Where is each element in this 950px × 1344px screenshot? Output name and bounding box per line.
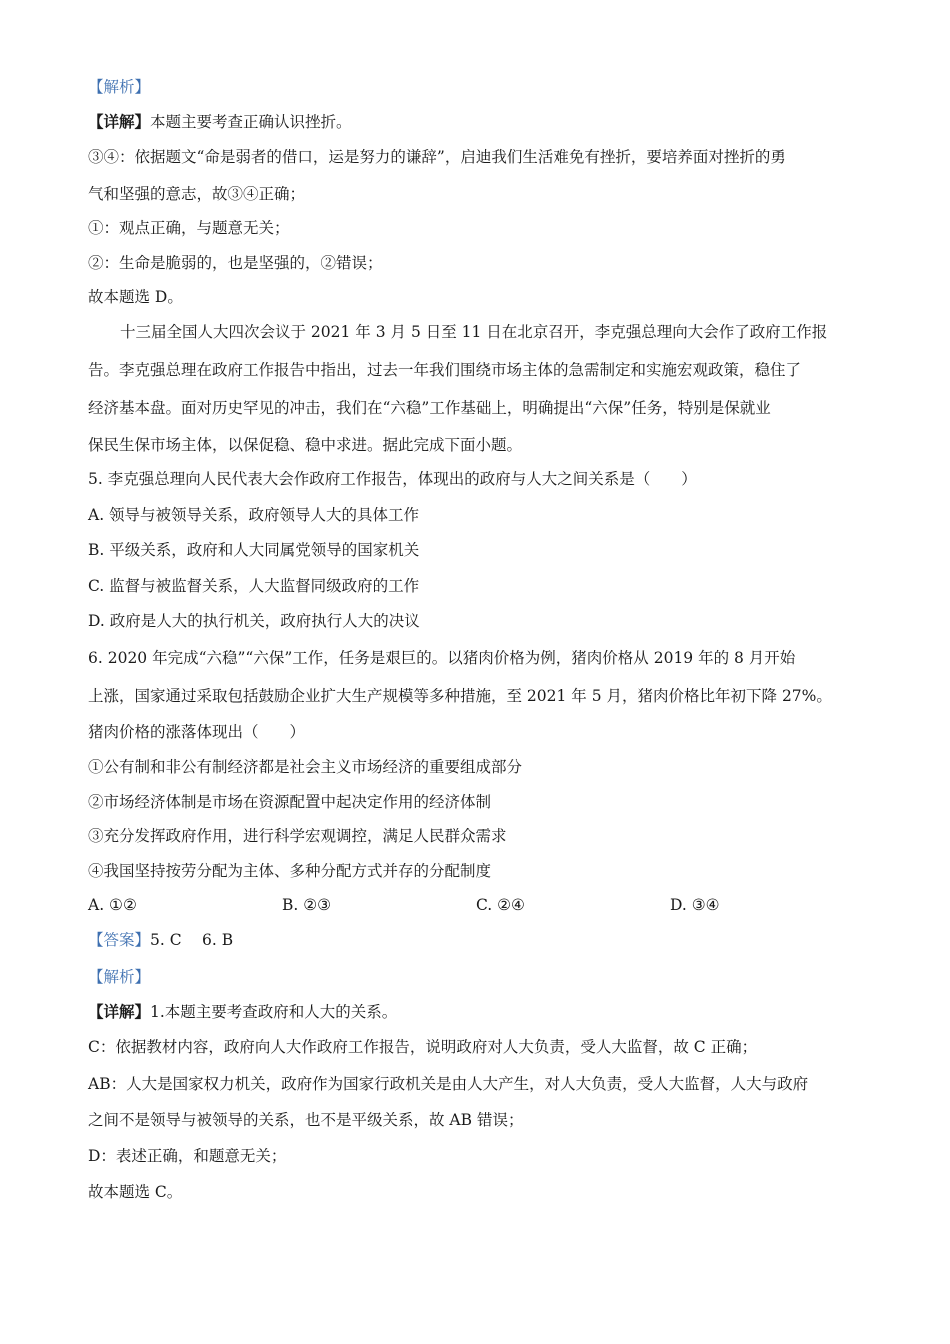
q6-stem-line1: 6. 2020 年完成“六稳”“六保”工作，任务是艰巨的。以猪肉价格为例，猪肉价格从 2019 年的 8 月开始 <box>88 649 796 667</box>
section1-line2: 气和坚强的意志，故③④正确； <box>88 185 306 203</box>
q6-item1: ①公有制和非公有制经济都是社会主义市场经济的重要组成部分 <box>88 758 523 776</box>
material-line2: 告。李克强总理在政府工作报告中指出，过去一年我们围绕市场主体的急需制定和实施宏观政策，稳住了 <box>88 361 802 379</box>
section2-line2: AB：人大是国家权力机关，政府作为国家行政机关是由人大产生，对人大负责，受人大监督，人大与政府 <box>88 1075 809 1093</box>
q5-stem: 5. 李克强总理向人民代表大会作政府工作报告，体现出的政府与人大之间关系是（ ） <box>88 470 697 488</box>
q6-stem-line3: 猪肉价格的涨落体现出（ ） <box>88 723 306 741</box>
q6-item3: ③充分发挥政府作用，进行科学宏观调控，满足人民群众需求 <box>88 827 507 845</box>
jiexi-tag-2: 【解析】 <box>88 968 151 986</box>
section2-line5: 故本题选 C。 <box>88 1183 183 1201</box>
q6-item2: ②市场经济体制是市场在资源配置中起决定作用的经济体制 <box>88 793 492 811</box>
jiexi-tag-1: 【解析】 <box>88 78 151 96</box>
section1-line4: ②：生命是脆弱的，也是坚强的，②错误； <box>88 254 383 272</box>
material-line3: 经济基本盘。面对历史罕见的冲击，我们在“六稳”工作基础上，明确提出“六保”任务，特别是保就业 <box>88 399 771 417</box>
q6-option-d: D. ③④ <box>670 896 720 914</box>
section1-line3: ①：观点正确，与题意无关； <box>88 219 290 237</box>
xiangjie-tag-1: 【详解】 <box>88 112 151 131</box>
section2-line4: D：表述正确，和题意无关； <box>88 1147 287 1165</box>
q5-option-c: C. 监督与被监督关系，人大监督同级政府的工作 <box>88 577 420 595</box>
q5-option-b: B. 平级关系，政府和人大同属党领导的国家机关 <box>88 541 420 559</box>
xiangjie-text-2: 1.本题主要考查政府和人大的关系。 <box>150 1003 398 1021</box>
q6-option-b: B. ②③ <box>282 896 332 914</box>
section2-line1: C：依据教材内容，政府向人大作政府工作报告，说明政府对人大负责，受人大监督，故 C 正确； <box>88 1038 758 1056</box>
q6-item4: ④我国坚持按劳分配为主体、多种分配方式并存的分配制度 <box>88 862 492 880</box>
xiangjie-text-1: 本题主要考查正确认识挫折。 <box>150 113 352 131</box>
xiangjie-2 <box>88 1002 397 1022</box>
section1-line5: 故本题选 D。 <box>88 288 183 306</box>
material-line1: 十三届全国人大四次会议于 2021 年 3 月 5 日至 11 日在北京召开，李克强总理向大会作了政府工作报 <box>120 323 828 341</box>
answer-line <box>88 930 233 950</box>
q5-option-a: A. 领导与被领导关系，政府领导人大的具体工作 <box>88 506 420 524</box>
material-line4: 保民生保市场主体，以保促稳、稳中求进。据此完成下面小题。 <box>88 436 523 454</box>
q6-stem-line2: 上涨，国家通过采取包括鼓励企业扩大生产规模等多种措施，至 2021 年 5 月，猪肉价格比年初下降 27%。 <box>88 687 832 705</box>
q5-option-d: D. 政府是人大的执行机关，政府执行人大的决议 <box>88 612 420 630</box>
q6-option-a: A. ①② <box>88 896 137 914</box>
xiangjie-1 <box>88 112 352 132</box>
section1-line1: ③④：依据题文“命是弱者的借口，运是努力的谦辞”，启迪我们生活难免有挫折，要培养面对挫折的勇 <box>88 148 786 166</box>
q6-option-c: C. ②④ <box>476 896 525 914</box>
answer-text: 5. C 6. B <box>150 931 234 949</box>
xiangjie-tag-2: 【详解】 <box>88 1002 151 1021</box>
section2-line3: 之间不是领导与被领导的关系，也不是平级关系，故 AB 错误； <box>88 1111 524 1129</box>
answer-tag: 【答案】 <box>88 931 151 949</box>
